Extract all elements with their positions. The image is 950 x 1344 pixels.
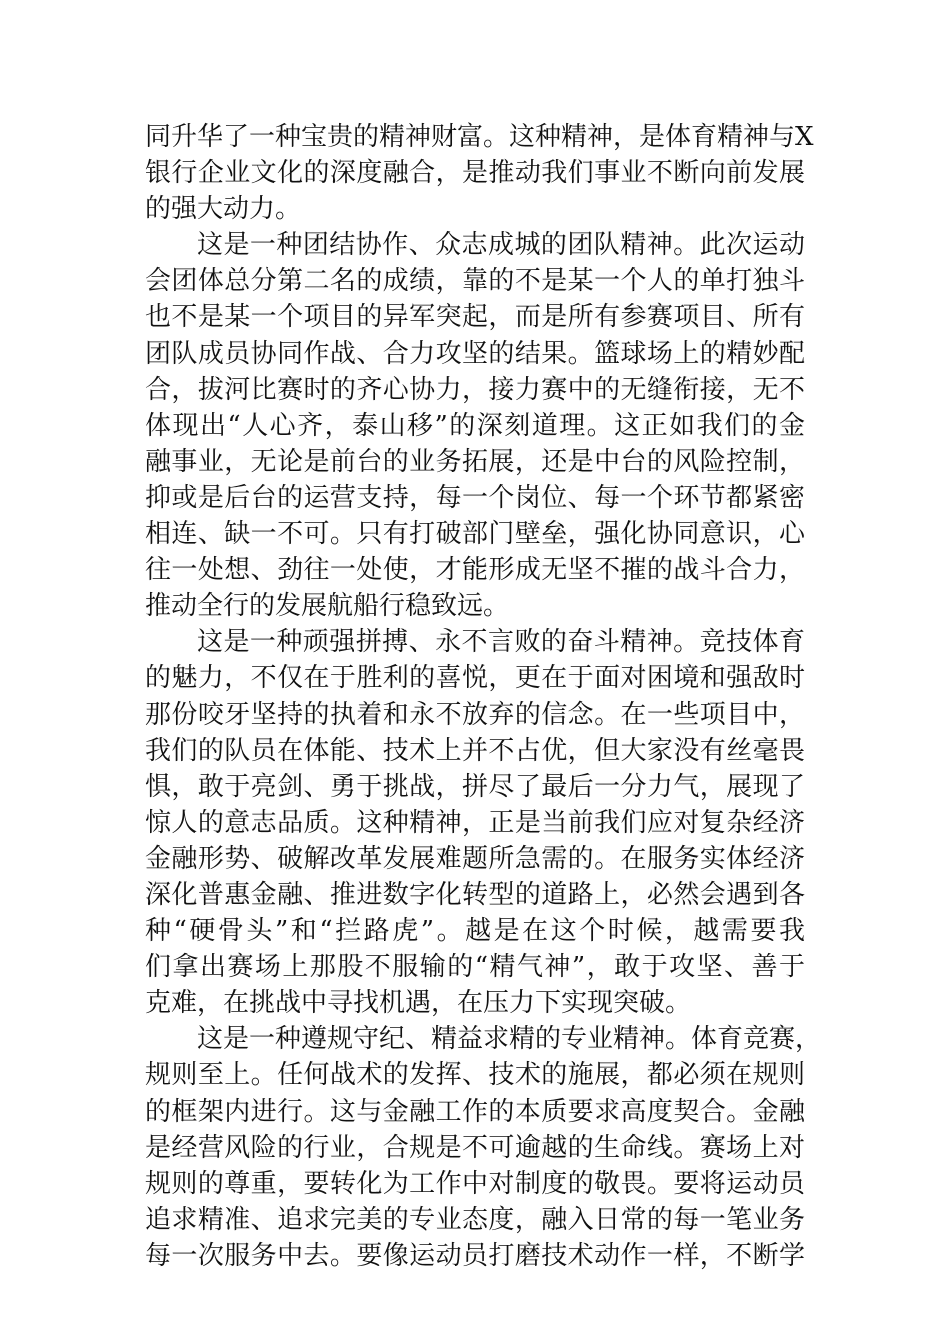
paragraph-4 — [145, 1021, 822, 1274]
text-line: 这是一种遵规守纪、精益求精的专业精神。体育竞赛， — [197, 1024, 822, 1055]
text-line: 我们的队员在体能、技术上并不占优，但大家没有丝毫畏 — [145, 735, 805, 766]
text-line: 往一处想、劲往一处使，才能形成无坚不摧的战斗合力， — [145, 555, 805, 586]
text-line: 种“硬骨头”和“拦路虎”。越是在这个时候，越需要我 — [145, 916, 805, 947]
text-line: 抑或是后台的运营支持，每一个岗位、每一个环节都紧密 — [145, 482, 805, 513]
text-line: 是经营风险的行业，合规是不可逾越的生命线。赛场上对 — [145, 1132, 805, 1163]
text-line: 团队成员协同作战、合力攻坚的结果。篮球场上的精妙配 — [145, 338, 805, 369]
text-line: 深化普惠金融、推进数字化转型的道路上，必然会遇到各 — [145, 879, 805, 910]
text-line: 金融形势、破解改革发展难题所急需的。在服务实体经济 — [145, 843, 805, 874]
paragraph-2 — [145, 227, 805, 624]
text-line: 推动全行的发展航船行稳致远。 — [145, 591, 510, 622]
text-line: 的魅力，不仅在于胜利的喜悦，更在于面对困境和强敌时 — [145, 663, 805, 694]
text-line: 追求精准、追求完美的专业态度，融入日常的每一笔业务 — [145, 1204, 805, 1235]
text-line: 这是一种团结协作、众志成城的团队精神。此次运动 — [197, 230, 805, 261]
text-line: 规则至上。任何战术的发挥、技术的施展，都必须在规则 — [145, 1060, 805, 1091]
text-line: 融事业，无论是前台的业务拓展，还是中台的风险控制， — [145, 446, 805, 477]
text-line: 同升华了一种宝贵的精神财富。这种精神，是体育精神与X — [145, 122, 814, 152]
paragraph-3 — [145, 624, 805, 1021]
text-line: 会团体总分第二名的成绩，靠的不是某一个人的单打独斗 — [145, 266, 805, 297]
document-body — [145, 119, 822, 1274]
text-line: 也不是某一个项目的异军突起，而是所有参赛项目、所有 — [145, 302, 805, 333]
text-line: 体现出“人心齐，泰山移”的深刻道理。这正如我们的金 — [145, 410, 805, 441]
text-line: 合，拔河比赛时的齐心协力，接力赛中的无缝衔接，无不 — [145, 374, 805, 405]
text-line: 的强大动力。 — [145, 194, 302, 225]
text-line: 相连、缺一不可。只有打破部门壁垒，强化协同意识，心 — [145, 519, 805, 550]
text-line: 那份咬牙坚持的执着和永不放弃的信念。在一些项目中， — [145, 699, 805, 730]
text-line: 克难，在挑战中寻找机遇，在压力下实现突破。 — [145, 988, 692, 1019]
text-line: 们拿出赛场上那股不服输的“精气神”，敢于攻坚、善于 — [145, 952, 805, 983]
paragraph-1 — [145, 119, 814, 227]
text-line: 这是一种顽强拼搏、永不言败的奋斗精神。竞技体育 — [197, 627, 805, 658]
text-line: 惊人的意志品质。这种精神，正是当前我们应对复杂经济 — [145, 807, 805, 838]
text-line: 惧，敢于亮剑、勇于挑战，拼尽了最后一分力气，展现了 — [145, 771, 805, 802]
text-line: 的框架内进行。这与金融工作的本质要求高度契合。金融 — [145, 1096, 805, 1127]
text-line: 规则的尊重，要转化为工作中对制度的敬畏。要将运动员 — [145, 1168, 805, 1199]
text-line: 银行企业文化的深度融合，是推动我们事业不断向前发展 — [145, 158, 805, 189]
text-line: 每一次服务中去。要像运动员打磨技术动作一样，不断学 — [145, 1240, 805, 1271]
